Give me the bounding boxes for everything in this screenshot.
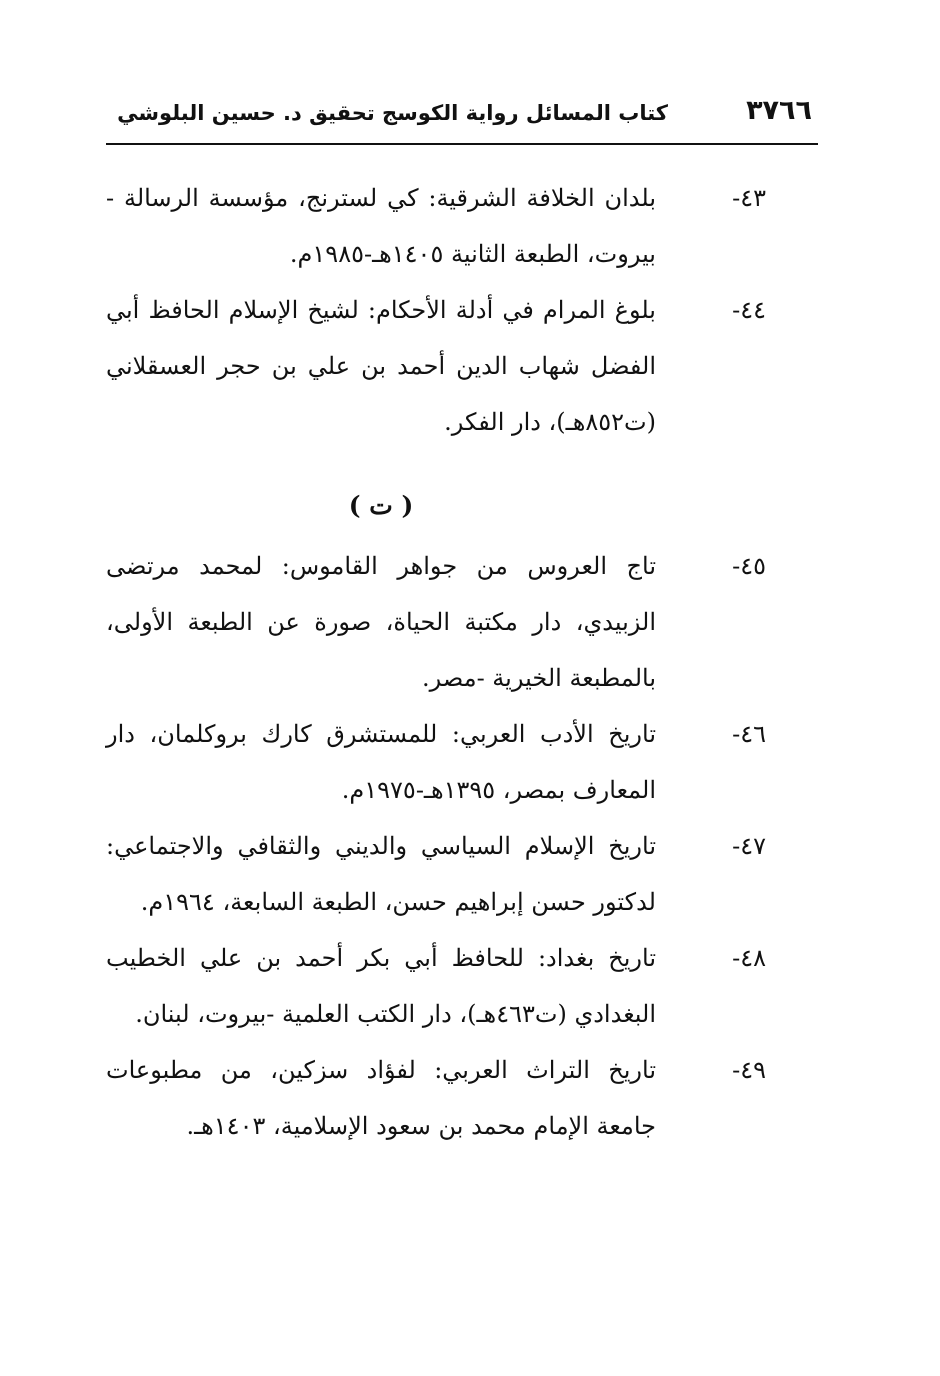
page-number: ٣٧٦٦: [746, 95, 812, 126]
header-rule: [106, 143, 818, 145]
entry-number: ٤٩-: [732, 1056, 766, 1084]
entry-number: ٤٥-: [732, 552, 766, 580]
entry-number: ٤٤-: [732, 296, 766, 324]
entry-number: ٤٦-: [732, 720, 766, 748]
bibliography-entry: [106, 282, 766, 450]
entry-text: تاريخ الأدب العربي: للمستشرق كارك بروكلمان، دار المعارف بمصر، ١٣٩٥هـ-١٩٧٥م.: [106, 720, 656, 804]
entry-number: ٤٣-: [732, 184, 766, 212]
page-header: [106, 88, 818, 144]
bibliography-entry: [106, 170, 766, 282]
bibliography-entry: [106, 538, 766, 706]
section-heading: ( ت ): [348, 491, 414, 520]
entry-number: ٤٨-: [732, 944, 766, 972]
bibliography-entry: [106, 1042, 766, 1154]
entry-text: بلدان الخلافة الشرقية: كي لسترنج، مؤسسة الرسالة - بيروت، الطبعة الثانية ١٤٠٥هـ-١٩٨٥م.: [106, 184, 656, 268]
bibliography-entry: [106, 818, 766, 930]
bibliography-entry: [106, 706, 766, 818]
entry-number: ٤٧-: [732, 832, 766, 860]
running-title: كتاب المسائل رواية الكوسج تحقيق د. حسين البلوشي: [117, 101, 668, 125]
bibliography-list: [106, 170, 766, 1154]
entry-text: بلوغ المرام في أدلة الأحكام: لشيخ الإسلام الحافظ أبي الفضل شهاب الدين أحمد بن علي بن حجر العسقلاني (ت٨٥٢هـ)، دار الفكر.: [106, 296, 656, 436]
entry-text: تاريخ التراث العربي: لفؤاد سزكين، من مطبوعات جامعة الإمام محمد بن سعود الإسلامية، ١٤٠٣هـ.: [106, 1056, 656, 1140]
bibliography-entry: [106, 930, 766, 1042]
entry-text: تاج العروس من جواهر القاموس: لمحمد مرتضى الزبيدي، دار مكتبة الحياة، صورة عن الطبعة الأولى، بالمطبعة الخيرية -مصر.: [106, 552, 656, 692]
entry-text: تاريخ الإسلام السياسي والديني والثقافي والاجتماعي: لدكتور حسن إبراهيم حسن، الطبعة السابعة، ١٩٦٤م.: [106, 832, 656, 916]
entry-text: تاريخ بغداد: للحافظ أبي بكر أحمد بن علي الخطيب البغدادي (ت٤٦٣هـ)، دار الكتب العلمية -بيروت، لبنان.: [106, 944, 656, 1028]
